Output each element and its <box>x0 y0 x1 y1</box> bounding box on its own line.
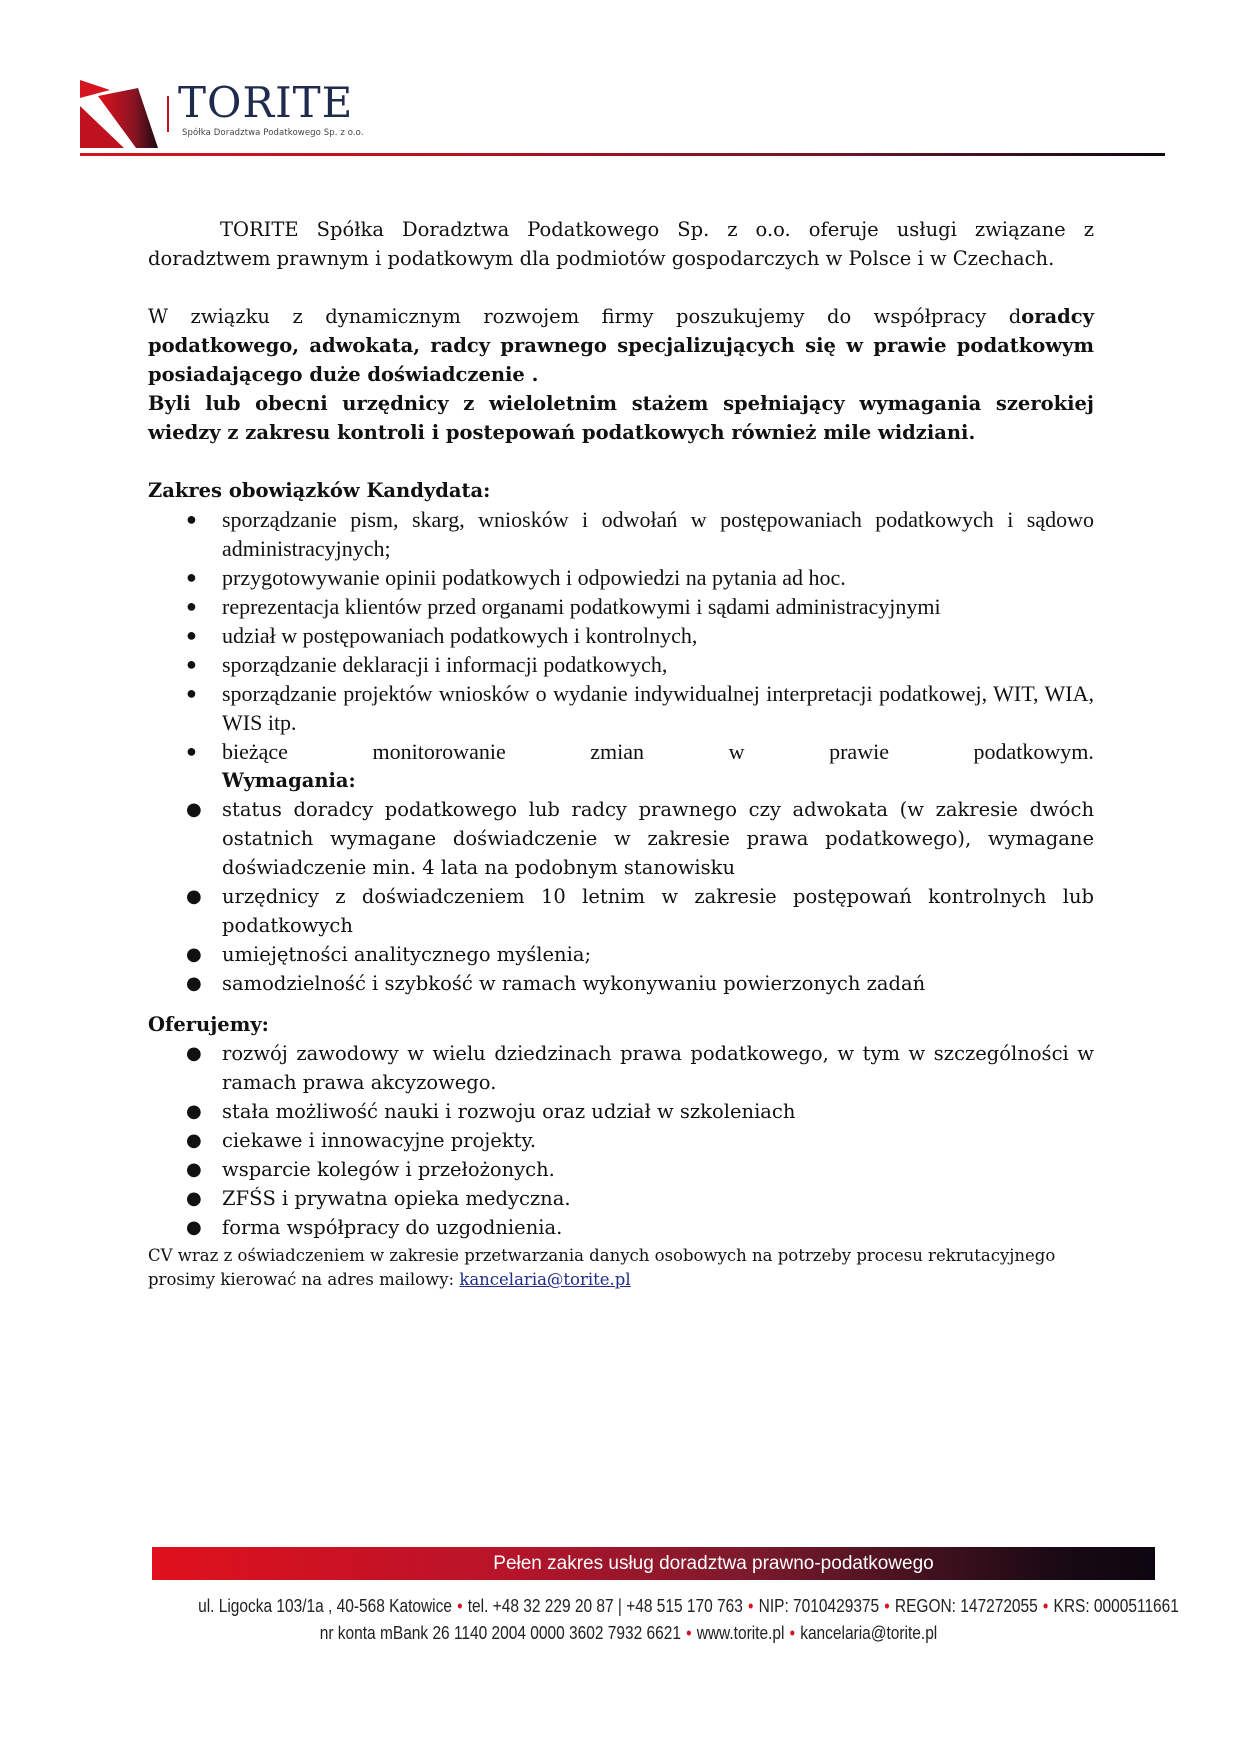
header-divider <box>80 153 1165 156</box>
list-item: ● urzędnicy z doświadczeniem 10 letnim w zakresie postępowań kontrolnych lub podatkowych <box>148 882 1094 940</box>
bullet-icon: ● <box>186 799 202 820</box>
list-item: ● ZFŚS i prywatna opieka medyczna. <box>148 1184 1094 1213</box>
list-item: ● ciekawe i innowacyjne projekty. <box>148 1126 1094 1155</box>
brand-subtitle: Spółka Doradztwa Podatkowego Sp. z o.o. <box>182 128 364 138</box>
website-link[interactable]: www.torite.pl <box>696 1623 785 1643</box>
list-item: ● sporządzanie projektów wniosków o wydanie indywidualnej interpretacji podatkowej, WIT, WIA, WIS itp. <box>186 681 1094 735</box>
separator-dot-icon: • <box>748 1596 754 1616</box>
recruitment-paragraph <box>148 302 1094 447</box>
offer-list <box>148 1039 1094 1242</box>
bullet-icon: ● <box>186 1130 202 1151</box>
bullet-icon: ● <box>186 944 202 965</box>
bullet-icon: ● <box>186 886 202 907</box>
list-item: ● wsparcie kolegów i przełożonych. <box>148 1155 1094 1184</box>
list-item <box>148 737 1094 795</box>
footer-tagline: Pełen zakres usług doradztwa prawno-podatkowego <box>493 1553 934 1574</box>
bullet-icon: ● <box>186 1188 202 1209</box>
cv-instructions: CV wraz z oświadczeniem w zakresie przetwarzania danych osobowych na potrzeby procesu rekrutacyjnego prosimy kierować na adres mailowy: kancelaria@torite.pl <box>148 1246 1056 1289</box>
list-item: ● rozwój zawodowy w wielu dziedzinach prawa podatkowego, w tym w szczególności w ramach prawa akcyzowego. <box>148 1039 1094 1097</box>
bullet-icon: ● <box>186 567 197 587</box>
recruitment-positions: oradcy podatkowego, adwokata, radcy prawnego specjalizujących się w prawie podatkowym posiadającego duże doświadczenie . <box>148 305 1094 386</box>
list-item: ● sporządzanie deklaracji i informacji podatkowych, <box>186 652 668 677</box>
bullet-icon: ● <box>186 509 197 529</box>
torite-logo-icon <box>80 80 158 148</box>
document-body <box>148 215 1094 1292</box>
list-item: ● umiejętności analitycznego myślenia; <box>148 940 1094 969</box>
list-item: ● status doradcy podatkowego lub radcy prawnego czy adwokata (w zakresie dwóch ostatnich wymagane doświadczenie w zakresie prawa podatkowego), wymagane doświadczenie min. 4 lata na podobnym stanowisku <box>148 795 1094 882</box>
list-item: ● stała możliwość nauki i rozwoju oraz udział w szkoleniach <box>148 1097 1094 1126</box>
bullet-icon: ● <box>186 1101 202 1122</box>
requirements-list <box>148 795 1094 998</box>
requirements-heading: Wymagania: <box>222 769 356 792</box>
list-item: ● forma współpracy do uzgodnienia. <box>148 1213 1094 1242</box>
bullet-icon: ● <box>186 741 197 761</box>
email-link[interactable]: kancelaria@torite.pl <box>459 1270 631 1289</box>
footer-email-link[interactable]: kancelaria@torite.pl <box>800 1623 938 1643</box>
bullet-icon: ● <box>186 654 197 674</box>
intro-paragraph: TORITE Spółka Doradztwa Podatkowego Sp. z o.o. oferuje usługi związane z doradztwem prawnym i podatkowym dla podmiotów gospodarczych w Polsce i w Czechach. <box>148 218 1094 270</box>
officials-welcome: Byli lub obecni urzędnicy z wieloletnim stażem spełniający wymagania szerokiej wiedzy z zakresu kontroli i postepowań podatkowych również mile widziani. <box>148 392 1094 444</box>
separator-dot-icon: • <box>884 1596 890 1616</box>
footer-tagline-bar <box>152 1547 1155 1580</box>
bullet-icon: ● <box>186 973 202 994</box>
bullet-icon: ● <box>186 1217 202 1238</box>
logo-separator <box>167 96 169 132</box>
duties-heading: Zakres obowiązków Kandydata: <box>148 479 491 502</box>
bullet-icon: ● <box>186 683 197 703</box>
list-item: ● samodzielność i szybkość w ramach wykonywaniu powierzonych zadań <box>148 969 1094 998</box>
duties-list <box>148 505 1094 795</box>
bullet-icon: ● <box>186 1043 202 1064</box>
list-item: ● sporządzanie pism, skarg, wniosków i odwołań w postępowaniach podatkowych i sądowo administracyjnych; <box>186 507 1094 561</box>
footer-bank-line: nr konta mBank 26 1140 2004 0000 3602 7932 6621 • www.torite.pl • kancelaria@torite.pl <box>319 1623 938 1643</box>
separator-dot-icon: • <box>1042 1596 1049 1616</box>
recruitment-text: W związku z dynamicznym rozwojem firmy poszukujemy do współpracy d <box>148 305 1022 328</box>
bullet-icon: ● <box>186 1159 202 1180</box>
letterhead <box>0 0 1241 160</box>
footer-contact-line: ul. Ligocka 103/1a , 40-568 Katowice • tel. +48 32 229 20 87 | +48 515 170 763 • NIP: 7010429375 • REGON: 147272055 • KRS: 0000511661 <box>198 1596 1179 1616</box>
separator-dot-icon: • <box>686 1623 692 1643</box>
bullet-icon: ● <box>186 625 197 645</box>
separator-dot-icon: • <box>457 1596 463 1616</box>
separator-dot-icon: • <box>789 1623 796 1643</box>
list-item: ● przygotowywanie opinii podatkowych i odpowiedzi na pytania ad hoc. <box>186 565 846 590</box>
bullet-icon: ● <box>186 596 197 616</box>
list-item: ● reprezentacja klientów przed organami podatkowymi i sądami administracyjnymi <box>186 594 941 619</box>
list-item: ● udział w postępowaniach podatkowych i kontrolnych, <box>186 623 698 648</box>
brand-name: TORITE <box>178 78 354 127</box>
offer-heading: Oferujemy: <box>148 1013 269 1036</box>
monitoring-item: bieżące monitorowanie zmian w prawie podatkowym. <box>222 739 1094 764</box>
